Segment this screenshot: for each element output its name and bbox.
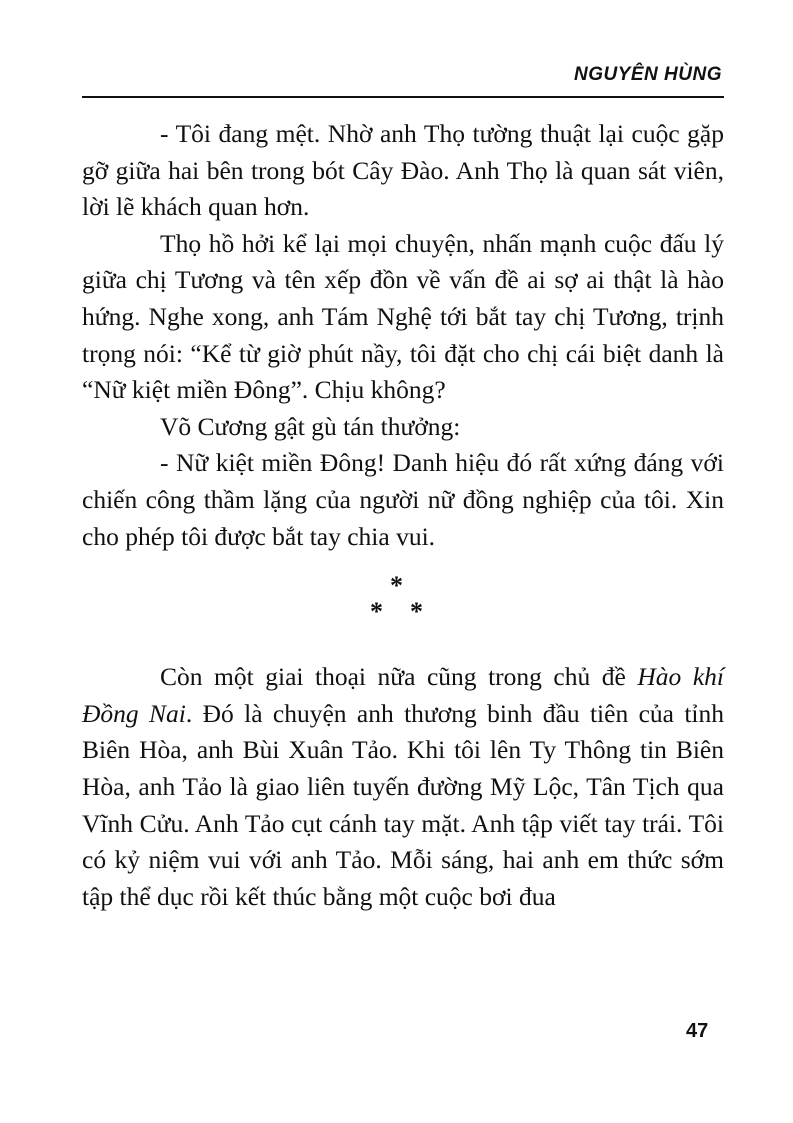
separator-star-right: * bbox=[410, 597, 423, 627]
paragraph-dialogue-2: - Nữ kiệt miền Đông! Danh hiệu đó rất xứng đáng với chiến công thầm lặng của người nữ đồng nghiệp của tôi. Xin cho phép tôi được bắt tay chia vui. bbox=[82, 448, 724, 551]
separator-star-top: * bbox=[390, 571, 403, 601]
paragraph-dialogue-1: - Tôi đang mệt. Nhờ anh Thọ tường thuật lại cuộc gặp gỡ giữa hai bên trong bót Cây Đào. Anh Thọ là quan sát viên, lời lẽ khách quan hơn. bbox=[82, 119, 724, 222]
paragraph-narration-1: Thọ hồ hởi kể lại mọi chuyện, nhấn mạnh cuộc đấu lý giữa chị Tương và tên xếp đồn về vấn đề ai sợ ai thật là hào hứng. Nghe xong, anh Tám Nghệ tới bắt tay chị Tương, trịnh trọng nói: “Kể từ giờ phút nầy, tôi đặt cho chị cái biệt danh là “Nữ kiệt miền Đông”. Chịu không? bbox=[82, 228, 724, 405]
paragraph-narration-2: Võ Cương gật gù tán thưởng: bbox=[160, 411, 461, 441]
page-header bbox=[82, 60, 724, 98]
section-separator bbox=[82, 571, 724, 659]
book-title-italic: Hào khí Đồng Nai bbox=[82, 662, 724, 728]
separator-star-left: * bbox=[370, 597, 383, 627]
paragraph-text-start: Còn một giai thoại nữa cũng trong chủ đề bbox=[160, 662, 638, 692]
page-body bbox=[82, 116, 724, 915]
paragraph-text-rest: . Đó là chuyện anh thương binh đầu tiên của tỉnh Biên Hòa, anh Bùi Xuân Tảo. Khi tôi lên Ty Thông tin Biên Hòa, anh Tảo là giao liên tuyến đường Mỹ Lộc, Tân Tịch qua Vĩnh Cửu. Anh Tảo cụt cánh tay mặt. Anh tập viết tay trái. Tôi có kỷ niệm vui với anh Tảo. Mỗi sáng, hai anh em thức sớm tập thể dục rồi kết thúc bằng một cuộc bơi đua bbox=[82, 698, 724, 911]
paragraph-new-section bbox=[82, 659, 724, 915]
running-head-author: NGUYÊN HÙNG bbox=[573, 64, 722, 85]
page-number: 47 bbox=[686, 1020, 709, 1042]
